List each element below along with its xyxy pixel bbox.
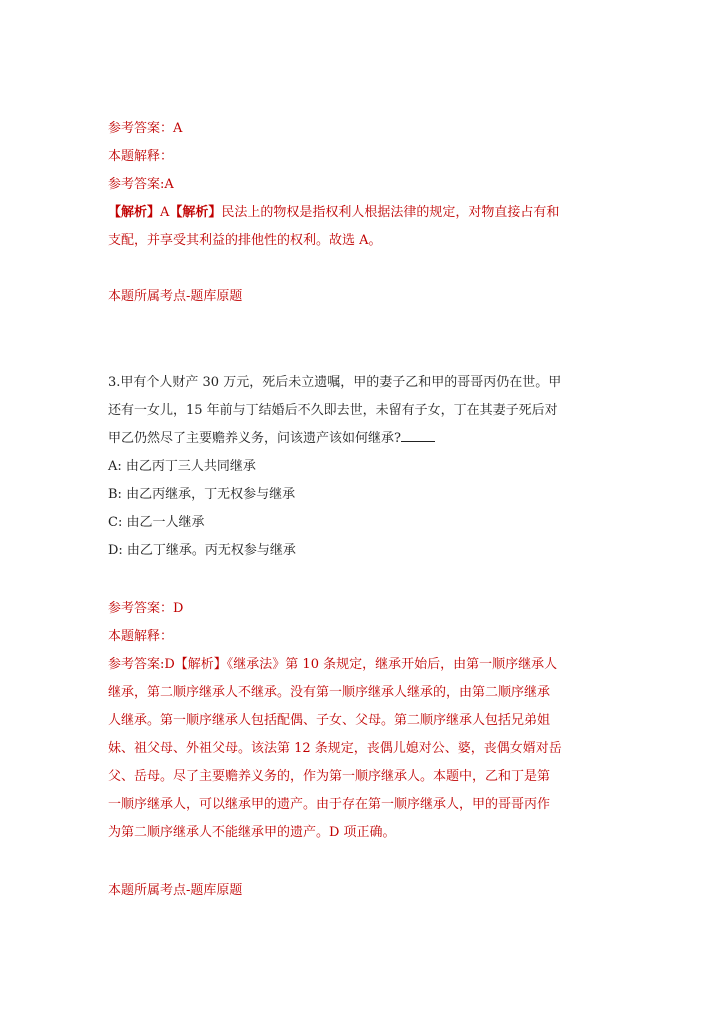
source-line: 本题所属考点-题库原题: [108, 883, 243, 898]
question-stem-line-3: [108, 429, 435, 449]
source-line: 本题所属考点-题库原题: [108, 289, 243, 304]
explanation-line: 父、岳母。尽了主要赡养义务的，作为第一顺序继承人。本题中，乙和丁是第: [108, 769, 551, 784]
explanation-line: 继承，第二顺序继承人不继承。没有第一顺序继承人继承的，由第二顺序继承: [108, 685, 551, 700]
answer-line: 参考答案：D: [108, 601, 184, 616]
explanation-answer: A: [160, 205, 170, 220]
option-c: C: 由乙一人继承: [108, 515, 205, 530]
answer-line: 参考答案：A: [108, 121, 183, 136]
explanation-line: 一顺序继承人，可以继承甲的遗产。由于存在第一顺序继承人，甲的哥哥丙作: [108, 797, 551, 812]
explanation-line: 人继承。第一顺序继承人包括配偶、子女、父母。第二顺序继承人包括兄弟姐: [108, 713, 551, 728]
question-stem-line-1: 3.甲有个人财产 30 万元，死后未立遗嘱，甲的妻子乙和甲的哥哥丙仍在世。甲: [108, 375, 562, 390]
explanation-line-2: 支配，并享受其利益的排他性的权利。故选 A。: [108, 233, 382, 248]
option-b: B: 由乙丙继承，丁无权参与继承: [108, 487, 296, 502]
explanation-line: 参考答案:D【解析】《继承法》第 10 条规定，继承开始后，由第一顺序继承人: [108, 657, 558, 672]
explanation-line: 为第二顺序继承人不能继承甲的遗产。D 项正确。: [108, 825, 396, 840]
answer-line-2: 参考答案:A: [108, 177, 174, 192]
explanation-text: 民法上的物权是指权利人根据法律的规定，对物直接占有和: [221, 205, 560, 220]
question-stem-line-2: 还有一女儿，15 年前与丁结婚后不久即去世，未留有子女，丁在其妻子死后对: [108, 403, 558, 418]
explanation-line-1: [108, 203, 559, 223]
explanation-tag: 【解析】: [108, 205, 161, 220]
explanation-label: 本题解释：: [108, 149, 174, 164]
explanation-tag: 【解析】: [169, 205, 222, 220]
answer-blank: [401, 429, 435, 442]
option-d: D: 由乙丁继承。丙无权参与继承: [108, 543, 296, 558]
question-stem-text: 甲乙仍然尽了主要赡养义务，问该遗产该如何继承?: [108, 431, 401, 446]
explanation-line: 妹、祖父母、外祖父母。该法第 12 条规定，丧偶儿媳对公、婆，丧偶女婿对岳: [108, 741, 562, 756]
option-a: A: 由乙丙丁三人共同继承: [108, 459, 256, 474]
explanation-label: 本题解释：: [108, 629, 174, 644]
